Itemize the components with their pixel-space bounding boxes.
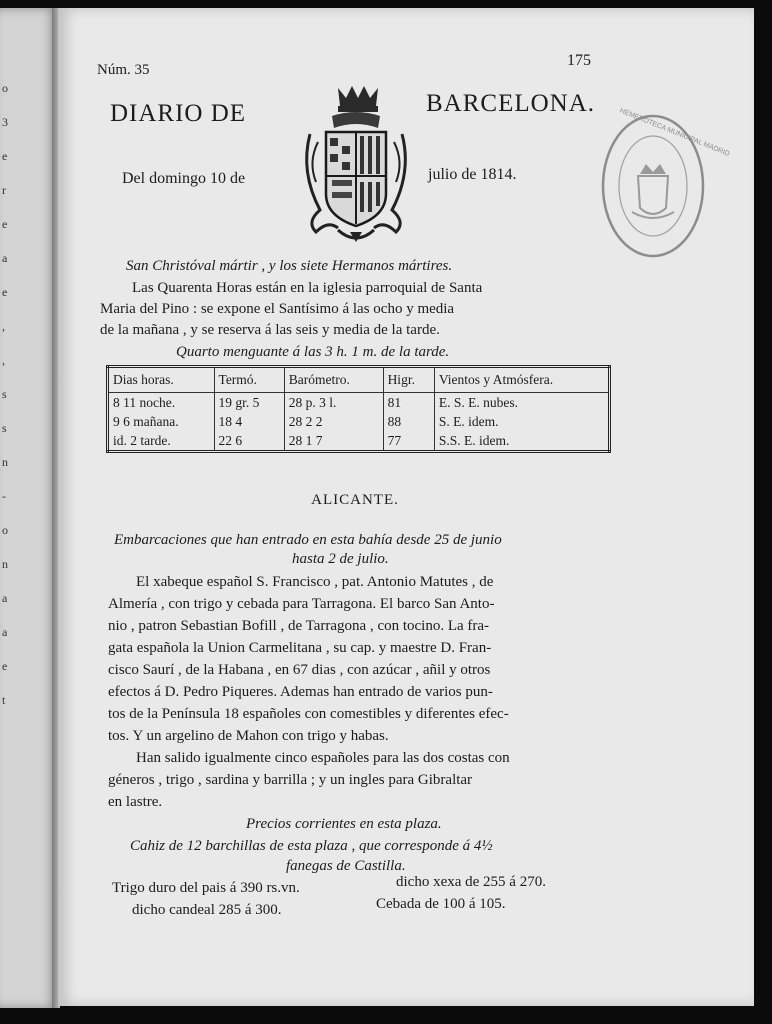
left-page-glyph: n <box>2 455 8 469</box>
left-page-glyph: o <box>2 81 8 95</box>
table-cell: id. 2 tarde. <box>113 432 171 448</box>
left-page-marks <box>2 80 16 726</box>
table-row <box>108 393 610 413</box>
price-entry: Cebada de 100 á 105. <box>376 896 506 912</box>
masthead-title-left: DIARIO DE <box>110 100 247 127</box>
coat-of-arms-icon <box>298 82 414 246</box>
left-page-glyph: t <box>2 693 6 707</box>
paragraph-line: Almería , con trigo y cebada para Tarragona. El barco San Anto- <box>108 596 495 612</box>
prices-heading: Precios corrientes en esta plaza. <box>246 816 442 832</box>
paragraph-line: efectos á D. Pedro Piqueres. Ademas han entrado de varios pun- <box>108 684 493 700</box>
table-cell: S. E. idem. <box>434 412 609 431</box>
prices-unit: fanegas de Castilla. <box>286 858 406 874</box>
arrivals-heading: Embarcaciones que han entrado en esta bahía desde 25 de junio <box>114 532 502 548</box>
left-page-glyph: a <box>2 625 8 639</box>
announcement-line: de la mañana , y se reserva á las seis y media de la tarde. <box>100 322 440 338</box>
table-cell: 28 p. 3 l. <box>284 393 383 413</box>
paragraph-line: en lastre. <box>108 794 163 810</box>
table-cell: 19 gr. 5 <box>214 393 284 413</box>
paragraph-line: géneros , trigo , sardina y barrilla ; y un ingles para Gibraltar <box>108 772 473 788</box>
weather-header-cell: Termó. <box>214 367 284 393</box>
table-cell: 18 4 <box>214 412 284 431</box>
page-number: 175 <box>567 52 591 69</box>
left-page-glyph: a <box>2 251 8 265</box>
table-cell: 88 <box>383 412 434 431</box>
table-cell: 9 6 mañana. <box>113 413 179 429</box>
prices-unit: Cahiz de 12 barchillas de esta plaza , que corresponde á 4½ <box>130 838 493 854</box>
left-page-glyph: s <box>2 387 7 401</box>
left-page-glyph: - <box>2 489 6 503</box>
paragraph-line: tos de la Península 18 españoles con comestibles y diferentes efec- <box>108 706 509 722</box>
weather-table <box>106 365 611 453</box>
stamp-text: HEMEROTECA MUNICIPAL MADRID <box>618 107 731 159</box>
table-cell: 28 1 7 <box>284 431 383 452</box>
table-cell: 8 11 noche. <box>113 394 176 410</box>
paragraph-line: tos. Y un argelino de Mahon con trigo y habas. <box>108 728 389 744</box>
table-row <box>108 412 610 431</box>
table-cell: 81 <box>383 393 434 413</box>
date-right: julio de 1814. <box>428 166 517 183</box>
date-left: Del domingo 10 de <box>122 170 246 187</box>
weather-header-cell: Higr. <box>383 367 434 393</box>
left-page-glyph: o <box>2 523 8 537</box>
left-page-glyph: r <box>2 183 6 197</box>
table-cell: 77 <box>383 431 434 452</box>
left-page-edge <box>0 8 57 1008</box>
weather-table-header <box>108 367 610 393</box>
saints-of-day: San Christóval mártir , y los siete Hermanos mártires. <box>126 258 453 274</box>
announcement-line: Las Quarenta Horas están en la iglesia parroquial de Santa <box>132 280 483 296</box>
left-page-glyph: s <box>2 421 7 435</box>
table-cell: 22 6 <box>214 431 284 452</box>
left-page-glyph: e <box>2 217 8 231</box>
announcement-line: Maria del Pino : se expone el Santísimo á las ocho y media <box>100 301 455 317</box>
left-page-glyph: e <box>2 149 8 163</box>
price-entry: dicho xexa de 255 á 270. <box>396 874 546 890</box>
left-page-glyph: , <box>2 319 5 333</box>
table-cell: 28 2 2 <box>284 412 383 431</box>
left-page-glyph: e <box>2 659 8 673</box>
arrivals-heading: hasta 2 de julio. <box>292 551 389 567</box>
paragraph-line: nio , patron Sebastian Bofill , de Tarragona , con tocino. La fra- <box>108 618 490 634</box>
paragraph-line: cisco Saurí , de la Habana , en 67 dias , con azúcar , añil y otros <box>108 662 491 678</box>
price-entry: dicho candeal 285 á 300. <box>132 902 282 918</box>
table-cell: E. S. E. nubes. <box>434 393 609 413</box>
masthead-title-right: BARCELONA. <box>426 90 596 117</box>
section-title: ALICANTE. <box>311 492 399 508</box>
left-page-glyph: e <box>2 285 8 299</box>
left-page-glyph: 3 <box>2 115 8 129</box>
paragraph-line: Han salido igualmente cinco españoles para las dos costas con <box>136 750 510 766</box>
weather-header-cell: Dias horas. <box>108 367 215 393</box>
price-entry: Trigo duro del pais á 390 rs.vn. <box>112 880 300 896</box>
table-row <box>108 431 610 452</box>
weather-header-cell: Barómetro. <box>284 367 383 393</box>
left-page-glyph: , <box>2 353 5 367</box>
paragraph-line: El xabeque español S. Francisco , pat. Antonio Matutes , de <box>136 574 494 590</box>
paragraph-line: gata española la Union Carmelitana , su cap. y maestre D. Fran- <box>108 640 492 656</box>
moon-phase: Quarto menguante á las 3 h. 1 m. de la tarde. <box>176 344 450 360</box>
library-stamp-icon <box>600 107 731 260</box>
left-page-glyph: n <box>2 557 8 571</box>
weather-header-cell: Vientos y Atmósfera. <box>434 367 609 393</box>
newspaper-page <box>58 8 754 1006</box>
left-page-glyph: a <box>2 591 8 605</box>
issue-number: Núm. 35 <box>97 62 150 78</box>
table-cell: S.S. E. idem. <box>434 431 609 452</box>
